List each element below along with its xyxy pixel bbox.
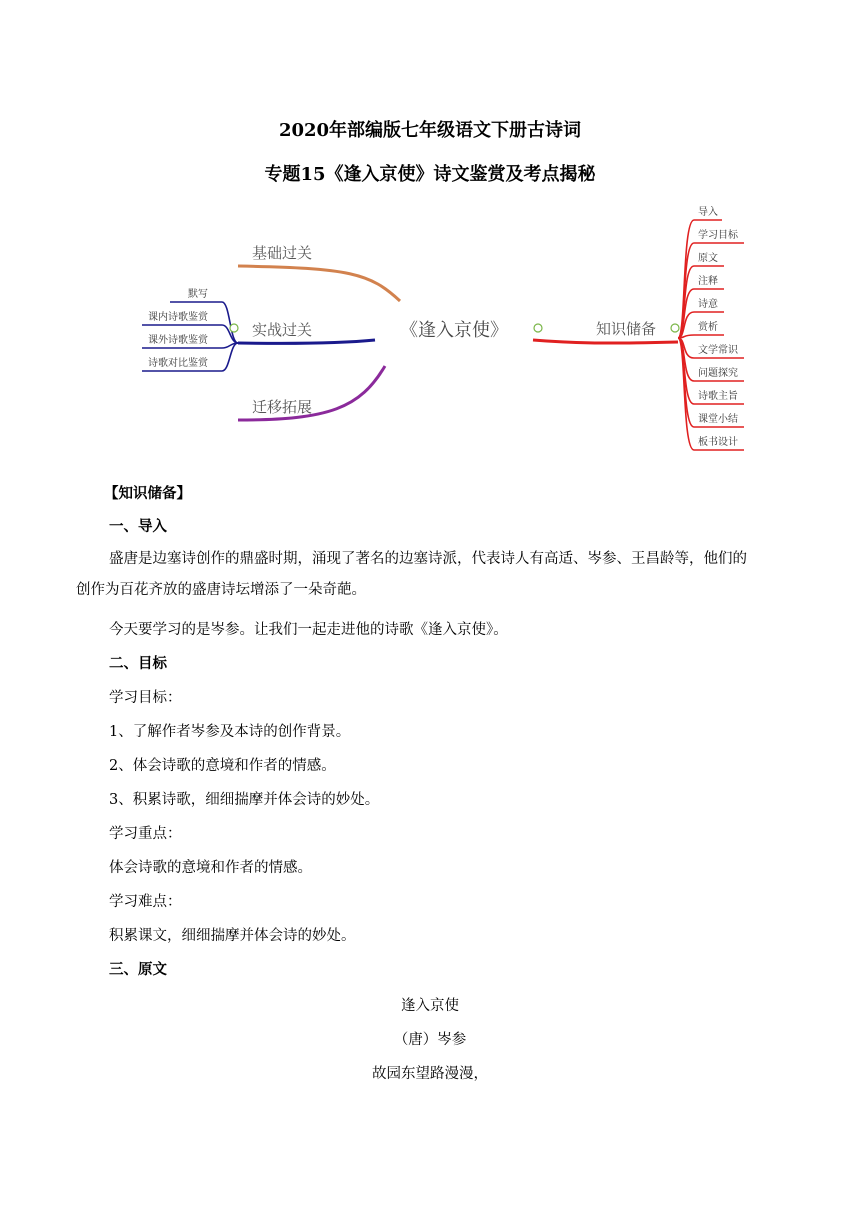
paragraph-line: 盛唐是边塞诗创作的鼎盛时期，涌现了著名的边塞诗派，代表诗人有高适、岑参、王昌龄等，他们的 [109, 551, 747, 567]
knowledge-item: 赏析 [698, 322, 718, 333]
knowledge-item: 原文 [698, 253, 718, 264]
knowledge-item: 问题探究 [698, 368, 738, 379]
poem-line: 故园东望路漫漫， [372, 1066, 488, 1082]
branch-basic-line [238, 266, 400, 301]
knowledge-item: 诗意 [698, 299, 718, 310]
knowledge-item: 诗歌主旨 [698, 391, 738, 402]
section-label: 【知识储备】 [104, 485, 191, 502]
branch-knowledge-line [533, 340, 678, 343]
collapse-icon [230, 324, 238, 332]
knowledge-item: 学习目标 [698, 230, 738, 241]
branch-basic-label: 基础过关 [252, 245, 313, 262]
document-subtitle: 专题15《逢入京使》诗文鉴赏及考点揭秘 [264, 164, 596, 185]
collapse-icon [534, 324, 542, 332]
difficulty-label: 学习难点： [109, 894, 182, 910]
poem-author: （唐）岑参 [393, 1032, 467, 1048]
heading-intro: 一、导入 [109, 518, 167, 535]
central-topic: 《逢入京使》 [400, 320, 508, 340]
paragraph-line: 今天要学习的是岑参。让我们一起走进他的诗歌《逢入京使》。 [109, 622, 508, 638]
practice-item: 默写 [188, 289, 208, 300]
goal-item: 2、体会诗歌的意境和作者的情感。 [109, 758, 336, 774]
goal-item: 3、积累诗歌，细细揣摩并体会诗的妙处。 [109, 792, 380, 808]
branch-extend-label: 迁移拓展 [252, 399, 313, 416]
heading-original: 三、原文 [109, 961, 167, 978]
poem-title: 逢入京使 [401, 998, 459, 1014]
goal-item: 1、了解作者岑参及本诗的创作背景。 [109, 724, 351, 740]
mind-map [130, 198, 760, 460]
branch-knowledge-label: 知识储备 [596, 321, 657, 338]
branch-practice-label: 实战过关 [252, 322, 313, 339]
knowledge-item: 注释 [698, 276, 718, 287]
practice-item: 诗歌对比鉴赏 [148, 358, 208, 369]
collapse-icon [671, 324, 679, 332]
knowledge-item: 板书设计 [698, 437, 738, 448]
practice-item: 课外诗歌鉴赏 [148, 335, 208, 346]
goals-label: 学习目标： [109, 690, 182, 706]
knowledge-item: 文学常识 [698, 345, 738, 356]
difficulty-text: 积累课文，细细揣摩并体会诗的妙处。 [109, 928, 356, 944]
practice-item: 课内诗歌鉴赏 [148, 312, 208, 323]
key-text: 体会诗歌的意境和作者的情感。 [109, 860, 312, 876]
key-label: 学习重点： [109, 826, 182, 842]
heading-goals: 二、目标 [109, 655, 167, 672]
knowledge-item: 导入 [698, 207, 718, 218]
document-title: 2020年部编版七年级语文下册古诗词 [278, 120, 582, 141]
knowledge-item: 课堂小结 [698, 414, 738, 425]
paragraph-line: 创作为百花齐放的盛唐诗坛增添了一朵奇葩。 [76, 582, 366, 598]
branch-practice-line [238, 340, 375, 343]
